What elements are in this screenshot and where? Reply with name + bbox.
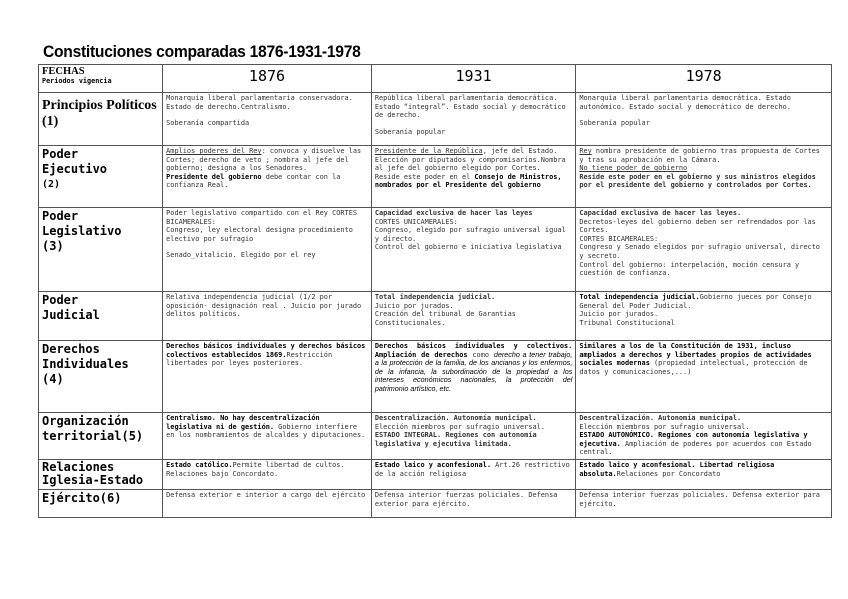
row-label-ejercito: Ejército(6) [39, 489, 163, 517]
page-title: Constituciones comparadas 1876-1931-1978 [43, 42, 361, 61]
cell-1876-ejercito: Defensa exterior e interior a cargo del ejército [163, 489, 372, 517]
header-label-sub: Periodos vigencia [42, 77, 112, 85]
header-row [39, 65, 832, 93]
cell-1876-derechos: Derechos básicos individuales y derechos básicos colectivos establecidos 1869.Restricción libertades por leyes posteriores. [163, 341, 372, 413]
row-label-relaciones: Relaciones Iglesia-Estado [39, 459, 163, 489]
cell-1876-relaciones: Estado católico.Permite libertad de cultos. Relaciones bajo Concordato. [163, 459, 372, 489]
cell-1978-derechos: Similares a los de la Constitución de 1931, incluso ampliados a derechos y libertades propios de actividades sociales modernas (propiedad intelectual, protección de datos y comunicaciones,...) [576, 341, 832, 413]
cell-1978-ejecutivo: Rey nombra presidente de gobierno tras propuesta de Cortes y tras su aprobación en la Cámara. No tiene poder de gobierno Reside este poder en el gobierno y sus ministros elegidos por el presidente del gobierno y controlados por Cortes. [576, 146, 832, 208]
table-row [39, 292, 832, 341]
cell-1931-ejecutivo: Presidente de la República, jefe del Estado. Elección por diputados y compromisarios.Nombra al jefe del gobierno elegido por Cortes. Reside este poder en el Consejo de Ministros, nombrados por el Presidente del gobierno [371, 146, 576, 208]
table-row [39, 459, 832, 489]
row-label-derechos: Derechos Individuales (4) [39, 341, 163, 413]
table-row [39, 413, 832, 460]
header-label-main: FECHAS [42, 66, 85, 77]
cell-1978-principios: Monarquía liberal parlamentaria democrática. Estado autonómico. Estado social y democrático de derecho. Soberanía popular [576, 93, 832, 146]
table-row [39, 208, 832, 292]
table-row [39, 489, 832, 517]
cell-1978-relaciones: Estado laico y aconfesional. Libertad religiosa absoluta.Relaciones por Concordato [576, 459, 832, 489]
year-header-1978: 1978 [576, 65, 832, 93]
table-row [39, 93, 832, 146]
year-header-1931: 1931 [371, 65, 576, 93]
cell-1931-ejercito: Defensa interior fuerzas policiales. Defensa exterior para ejército. [371, 489, 576, 517]
row-label-ejecutivo: Poder Ejecutivo (2) [39, 146, 163, 208]
cell-1876-legislativo: Poder legislativo compartido con el Rey CORTES BICAMERALES: Congreso, ley electoral designa procedimiento electivo por sufragio Senado_vitalicio. Elegido por el rey [163, 208, 372, 292]
cell-1978-organizacion: Descentralización. Autonomía municipal. Elección miembros por sufragio universal. ESTADO AUTONÓMICO. Regiones con autonomía legislativa y ejecutiva. Ampliación de poderes por acuerdos con Estado central. [576, 413, 832, 460]
cell-1876-organizacion: Centralismo. No hay descentralización legislativa ni de gestión. Gobierno interfiere en los nombramientos de alcaldes y diputaciones. [163, 413, 372, 460]
comparison-table [38, 64, 832, 518]
cell-1931-legislativo: Capacidad exclusiva de hacer las leyes CORTES UNICAMERALES: Congreso, elegido por sufragio universal igual y directo. Control del gobierno e iniciativa legislativa [371, 208, 576, 292]
cell-1931-judicial: Total independencia judicial. Juicio por jurados. Creación del tribunal de Garantías Constitucionales. [371, 292, 576, 341]
cell-1978-ejercito: Defensa interior fuerzas policiales. Defensa exterior para ejército. [576, 489, 832, 517]
cell-1931-relaciones: Estado laico y aconfesional. Art.26 restrictivo de la acción religiosa [371, 459, 576, 489]
row-label-organizacion: Organización territorial(5) [39, 413, 163, 460]
cell-1931-principios: República liberal parlamentaria democrática. Estado “integral”. Estado social y democrático de derecho. Soberanía popular [371, 93, 576, 146]
table-row [39, 146, 832, 208]
header-label-cell [39, 65, 163, 93]
cell-1931-derechos: Derechos básicos individuales y colectivos. Ampliación de derechos como derecho a tener trabajo, a la protección de la familia, de los ancianos y los enfermos, de la infancia, la subordinación de la propiedad a los intereses económicos nacionales, la protección del patrimonio artístico, etc. [371, 341, 576, 413]
row-label-legislativo: Poder Legislativo (3) [39, 208, 163, 292]
row-label-judicial: Poder Judicial [39, 292, 163, 341]
cell-1931-organizacion: Descentralización. Autonomía municipal. Elección miembros por sufragio universal. ESTADO INTEGRAL. Regiones con autonomía legislativa y ejecutiva limitada. [371, 413, 576, 460]
year-header-1876: 1876 [163, 65, 372, 93]
cell-1876-ejecutivo: Amplios poderes del Rey: convoca y disuelve las Cortes; derecho de veto ; nombra al jefe del gobierno; designa a los Senadores. Presidente del gobierno debe contar con la confianza Real. [163, 146, 372, 208]
cell-1876-judicial: Relativa independencia judicial (1/2 por oposición- designación real . Juicio por jurado delitos políticos. [163, 292, 372, 341]
cell-1978-legislativo: Capacidad exclusiva de hacer las leyes. Decretos-leyes del gobierno deben ser refrendados por las Cortes. CORTES BICAMERALES: Congreso y Senado elegidos por sufragio universal, directo y secreto. Control del gobierno: interpelación, moción censura y cuestión de confianza. [576, 208, 832, 292]
row-label-principios: Principios Políticos (1) [39, 93, 163, 146]
table-row [39, 341, 832, 413]
cell-1978-judicial: Total independencia judicial.Gobierno jueces por Consejo General del Poder Judicial. Juicio por jurados. Tribunal Constitucional [576, 292, 832, 341]
cell-1876-principios: Monarquía liberal parlamentaria conservadora. Estado de derecho.Centralismo. Soberanía compartida [163, 93, 372, 146]
